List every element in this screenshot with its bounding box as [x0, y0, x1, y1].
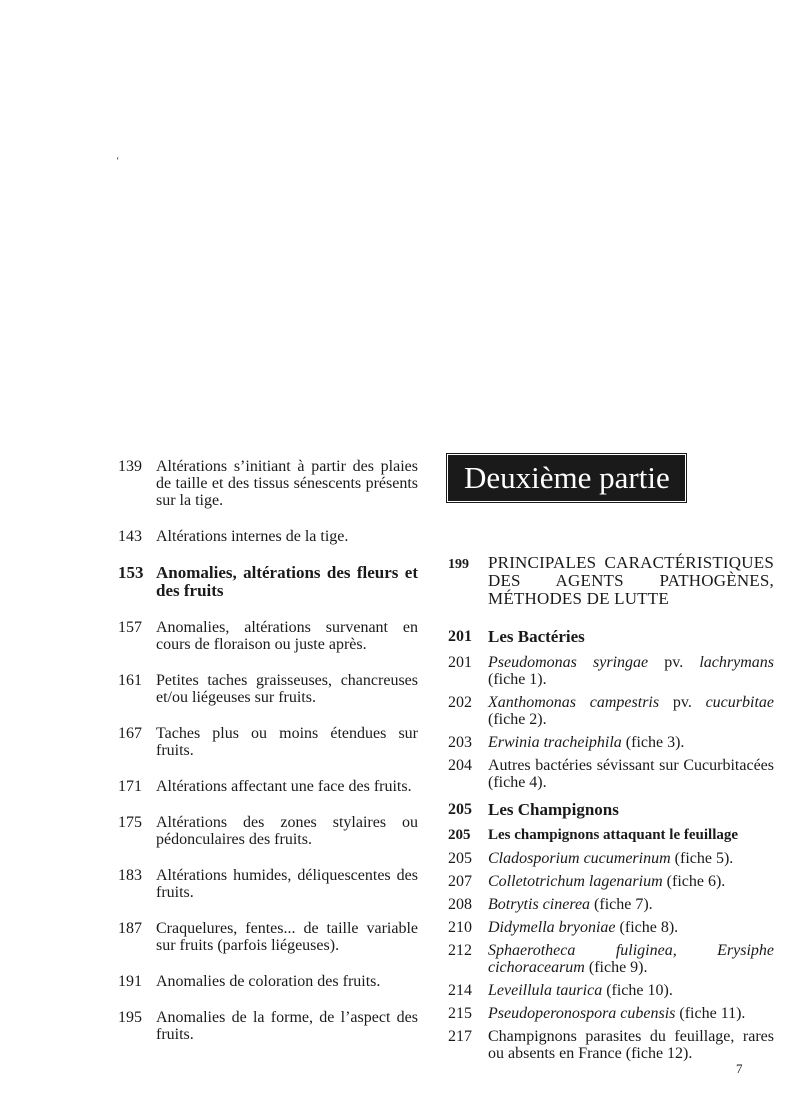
toc-entry-text: Anomalies de coloration des fruits.: [156, 973, 381, 990]
toc-entry-text: Craquelures, fentes... de taille variable sur fruits (parfois liégeuses).: [156, 920, 418, 954]
toc-page-number: 205: [448, 850, 472, 867]
toc-page-number: 139: [118, 458, 142, 475]
toc-page-number: 207: [448, 873, 472, 890]
species-name: Xanthomonas campestris: [488, 694, 660, 711]
toc-page-number: 202: [448, 694, 472, 711]
toc-page-number: 205: [448, 801, 472, 818]
species-name: Pseudoperonospora cubensis: [488, 1005, 676, 1022]
toc-entry-text: [488, 982, 774, 999]
pathovar-label: pv.: [659, 694, 706, 711]
toc-entry-text: Altérations humides, déliquescentes des fruits.: [156, 867, 418, 901]
toc-entry-text: [488, 919, 774, 936]
toc-subsection-heading: [448, 827, 774, 844]
toc-part-heading-text: PRINCIPALES CARACTÉRISTIQUES DES AGENTS PATHOGÈNES, MÉTHODES DE LUTTE: [488, 553, 774, 608]
toc-entry-text: [488, 1005, 774, 1022]
species-name: Colletotrichum lagenarium: [488, 873, 663, 890]
toc-entry-text: [488, 896, 774, 913]
toc-entry: [448, 1028, 774, 1062]
toc-entry-text: Altérations affectant une face des fruits.: [156, 778, 412, 795]
toc-page-number: 191: [118, 973, 142, 990]
species-name: Erwinia tracheiphila: [488, 734, 622, 751]
toc-entry-text: Autres bactéries sévissant sur Cucurbitacées (fiche 4).: [488, 757, 774, 791]
toc-entry: [118, 778, 418, 795]
toc-entry-text: Altérations des zones stylaires ou pédonculaires des fruits.: [156, 814, 418, 848]
toc-page-number: 143: [118, 528, 142, 545]
toc-entry: [448, 850, 774, 867]
toc-page-number: 175: [118, 814, 142, 831]
toc-entry: [118, 867, 418, 901]
toc-entry: [448, 919, 774, 936]
toc-entry: [118, 458, 418, 509]
pathovar-name: cucurbitae: [705, 694, 774, 711]
toc-entry: [448, 896, 774, 913]
toc-entry: [118, 528, 418, 545]
toc-part-heading: [448, 554, 774, 608]
species-name: Cladosporium cucumerinum: [488, 850, 671, 867]
toc-entry-text: [488, 694, 774, 728]
toc-entry: [448, 1005, 774, 1022]
toc-entry-text: Champignons parasites du feuillage, rares ou absents en France (fiche 12).: [488, 1028, 774, 1062]
ink-speck: ‘: [116, 156, 120, 167]
toc-entry: [118, 814, 418, 848]
fiche-ref: (fiche 1).: [488, 671, 547, 688]
toc-entry: [448, 873, 774, 890]
toc-page-number: 201: [448, 628, 472, 645]
toc-page-number: 217: [448, 1028, 472, 1045]
toc-entry-text: [488, 850, 774, 867]
pathovar-label: pv.: [648, 654, 700, 671]
toc-page-number: 203: [448, 734, 472, 751]
toc-page-number: 161: [118, 672, 142, 689]
fiche-ref: (fiche 2).: [488, 711, 547, 728]
toc-section-heading: [118, 564, 418, 600]
toc-left-column: [118, 458, 418, 1062]
fiche-ref: (fiche 9).: [584, 959, 648, 976]
toc-entry: [448, 734, 774, 751]
toc-entry: [118, 619, 418, 653]
toc-entry: [118, 973, 418, 990]
toc-section-title: Les Bactéries: [488, 627, 585, 646]
toc-section-heading: [448, 801, 774, 818]
toc-page-number: 208: [448, 896, 472, 913]
toc-entry: [448, 757, 774, 791]
toc-page-number: 167: [118, 725, 142, 742]
toc-entry: [118, 725, 418, 759]
toc-page-number: 199: [448, 557, 469, 572]
toc-section-title: Les Champignons: [488, 800, 619, 819]
species-name: Botrytis cinerea: [488, 896, 591, 913]
toc-entry: [118, 920, 418, 954]
toc-page-number: 157: [118, 619, 142, 636]
part-title-banner: Deuxième partie: [448, 455, 685, 501]
pathovar-name: lachrymans: [699, 654, 775, 671]
toc-entry-text: Anomalies de la forme, de l’aspect des fruits.: [156, 1009, 418, 1043]
fiche-ref: (fiche 3).: [621, 734, 685, 751]
toc-entry-text: [488, 734, 774, 751]
toc-entry: [118, 672, 418, 706]
toc-page-number: 195: [118, 1009, 142, 1026]
toc-entry: [448, 982, 774, 999]
toc-entry-text: Taches plus ou moins étendues sur fruits.: [156, 725, 418, 759]
toc-page-number: 171: [118, 778, 142, 795]
toc-entry-text: Anomalies, altérations survenant en cours de floraison ou juste après.: [156, 619, 418, 653]
toc-entry: [118, 1009, 418, 1043]
toc-page-number: 210: [448, 919, 472, 936]
toc-page-number: 212: [448, 942, 472, 959]
toc-page-number: 205: [448, 827, 471, 843]
toc-entry-text: [488, 654, 774, 688]
fiche-ref: (fiche 6).: [662, 873, 726, 890]
toc-section-heading: [448, 628, 774, 645]
species-name: Leveillula taurica: [488, 982, 603, 999]
species-name: Didymella bryoniae: [488, 919, 616, 936]
toc-page-number: 204: [448, 757, 472, 774]
toc-page-number: 183: [118, 867, 142, 884]
toc-subsection-title: Les champignons attaquant le feuillage: [488, 827, 739, 843]
toc-right-column: [448, 455, 774, 1068]
page-number: 7: [736, 1061, 743, 1076]
toc-entry-text: Petites taches graisseuses, chancreuses et/ou liégeuses sur fruits.: [156, 672, 418, 706]
toc-entry-text: Altérations s’initiant à partir des plaies de taille et des tissus sénescents présents sur la tige.: [156, 458, 418, 509]
toc-section-title: Anomalies, altérations des fleurs et des fruits: [156, 563, 418, 600]
toc-page-number: 214: [448, 982, 472, 999]
fiche-ref: (fiche 8).: [615, 919, 679, 936]
fiche-ref: (fiche 5).: [670, 850, 734, 867]
fiche-ref: (fiche 10).: [602, 982, 673, 999]
toc-entry: [448, 694, 774, 728]
species-name: Pseudomonas syringae: [488, 654, 649, 671]
toc-page-number: 153: [118, 563, 144, 582]
species-name: Sphaerotheca fuliginea, Erysiphe cichoracearum: [488, 942, 774, 976]
toc-entry-text: Altérations internes de la tige.: [156, 528, 349, 545]
toc-entry: [448, 654, 774, 688]
toc-entry-text: [488, 942, 774, 976]
toc-entry: [448, 942, 774, 976]
toc-entry-text: [488, 873, 774, 890]
fiche-ref: (fiche 11).: [675, 1005, 746, 1022]
fiche-ref: (fiche 7).: [590, 896, 653, 913]
toc-page-number: 201: [448, 654, 472, 671]
toc-page-number: 215: [448, 1005, 472, 1022]
toc-page-number: 187: [118, 920, 142, 937]
